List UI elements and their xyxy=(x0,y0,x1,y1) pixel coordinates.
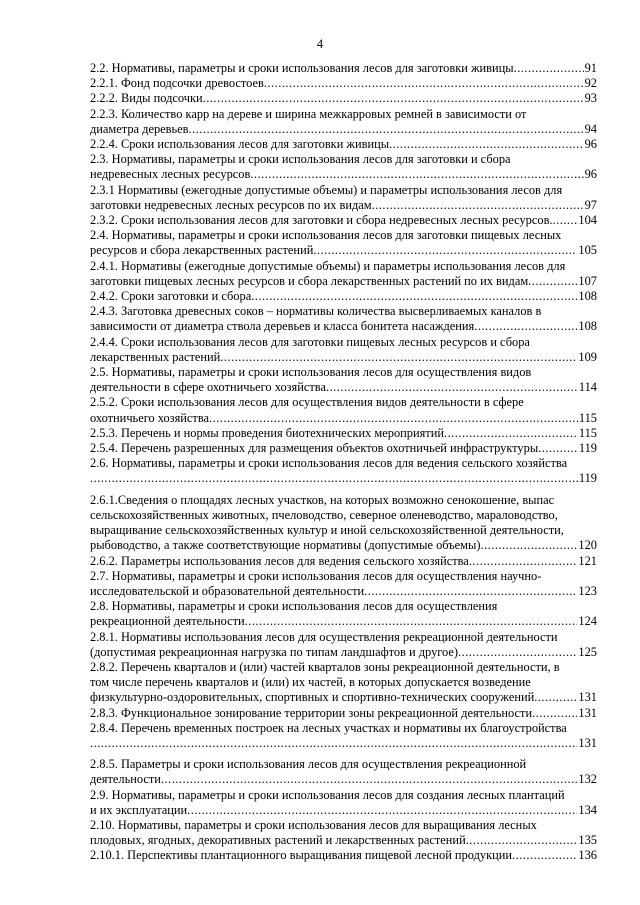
toc-entry-line xyxy=(90,721,597,736)
toc-entry-page: 136 xyxy=(578,848,597,863)
dot-leader xyxy=(458,645,577,660)
dot-leader xyxy=(534,690,577,705)
dot-leader xyxy=(538,441,578,456)
toc-entry-line xyxy=(90,335,597,350)
toc-entry-page: 93 xyxy=(584,91,597,106)
toc-entry-title: том числе перечень кварталов и (или) их частей, в которых допускается возведение xyxy=(90,675,531,690)
toc-entry-title: 2.4.3. Заготовка древесных соков – нормативы количества высверливаемых каналов в xyxy=(90,304,542,319)
toc-entry-line xyxy=(90,645,597,660)
toc-entry-page: 109 xyxy=(578,349,597,364)
toc-entry-title: 2.6. Нормативы, параметры и сроки использования лесов для ведения сельского хозяйства xyxy=(90,456,568,471)
toc-entry-title: 2.3. Нормативы, параметры и сроки использования лесов для заготовки и сбора xyxy=(90,152,511,167)
toc-entry-title: 2.2. Нормативы, параметры и сроки использования лесов для заготовки живицы xyxy=(90,61,514,75)
toc-entry xyxy=(90,554,597,569)
dot-leader xyxy=(512,848,577,863)
toc-entry-line xyxy=(90,259,597,274)
toc-entry-title: плодовых, ягодных, декоративных растений и лекарственных растений xyxy=(90,833,466,848)
toc-entry-line xyxy=(90,137,597,152)
toc-entry-title: 2.4.2. Сроки заготовки и сбора xyxy=(90,289,252,304)
toc-entry-title: выращивание сельскохозяйственных культур и иной сельскохозяйственной деятельности, xyxy=(90,523,564,538)
dot-leader xyxy=(364,584,577,599)
toc-entry-line xyxy=(90,538,597,553)
toc-entry-page: 131 xyxy=(578,735,597,750)
toc-entry xyxy=(90,61,597,76)
toc-entry xyxy=(90,304,597,334)
toc-entry-line xyxy=(90,395,597,410)
toc-entry-title: охотничьего хозяйства xyxy=(90,410,210,425)
toc-entry xyxy=(90,848,597,863)
toc-entry-title: 2.6.2. Параметры использования лесов для ведения сельского хозяйства xyxy=(90,553,469,568)
toc-entry-page: 94 xyxy=(584,121,597,136)
toc-entry xyxy=(90,152,597,182)
toc-entry-line xyxy=(90,818,597,833)
toc-entry-title: лекарственных растений xyxy=(90,349,221,364)
dot-leader xyxy=(251,289,577,304)
dot-leader xyxy=(466,833,578,848)
toc-entry xyxy=(90,137,597,152)
toc-entry-title: 2.8.2. Перечень кварталов и (или) частей кварталов зоны рекреационной деятельности, в xyxy=(90,659,560,674)
toc-entry-page: 120 xyxy=(578,538,597,553)
toc-entry-line xyxy=(90,675,597,690)
dot-leader xyxy=(372,198,584,213)
toc-entry-title: сельскохозяйственных животных, пчеловодство, северное оленеводство, мараловодство, xyxy=(90,507,558,522)
toc-entry-line xyxy=(90,426,597,441)
toc-entry-title: 2.3.2. Сроки использования лесов для заготовки и сбора недревесных лесных ресурсов. xyxy=(90,213,553,228)
toc-entry-title: диаметра деревьев xyxy=(90,121,189,136)
toc-entry-page: 96 xyxy=(584,167,597,182)
dot-leader xyxy=(514,61,584,76)
toc-entry-line xyxy=(90,213,597,228)
toc-entry-title: 2.2.2. Виды подсочки xyxy=(90,91,203,106)
toc-entry-title: 2.8.5. Параметры и сроки использования лесов для осуществления рекреационной xyxy=(90,757,527,772)
toc-entry-line xyxy=(90,122,597,137)
toc-entry xyxy=(90,107,597,137)
table-of-contents xyxy=(90,61,597,864)
toc-entry xyxy=(90,395,597,425)
dot-leader xyxy=(553,213,578,228)
toc-entry xyxy=(90,76,597,91)
toc-entry-page: 119 xyxy=(578,471,597,486)
toc-entry-title: 2.10. Нормативы, параметры и сроки использования лесов для выращивания лесных xyxy=(90,817,537,832)
dot-leader xyxy=(161,772,577,787)
toc-entry-title: 2.2.1. Фонд подсочки древостоев xyxy=(90,76,264,91)
toc-entry-title: 2.4. Нормативы, параметры и сроки использования лесов для заготовки пищевых лесных xyxy=(90,228,562,243)
dot-leader xyxy=(209,411,578,426)
toc-entry-title: деятельности в сфере охотничьего хозяйства xyxy=(90,380,326,395)
toc-entry-line xyxy=(90,365,597,380)
dot-leader xyxy=(313,243,577,258)
toc-entry-title: 2.5. Нормативы, параметры и сроки использования лесов для осуществления видов xyxy=(90,365,532,380)
toc-entry-line xyxy=(90,833,597,848)
toc-entry-line xyxy=(90,599,597,614)
toc-entry-line xyxy=(90,523,597,538)
toc-entry-line xyxy=(90,803,597,818)
toc-entry-line xyxy=(90,508,597,523)
toc-entry-title: ресурсов и сбора лекарственных растений xyxy=(90,243,314,258)
toc-entry-line xyxy=(90,569,597,584)
toc-entry xyxy=(90,456,597,486)
toc-entry xyxy=(90,721,597,751)
toc-entry-title: 2.5.4. Перечень разрешенных для размещения объектов охотничьей инфраструктуры xyxy=(90,441,539,456)
toc-entry-line xyxy=(90,584,597,599)
toc-entry-line xyxy=(90,554,597,569)
toc-entry-page: 121 xyxy=(578,553,597,568)
toc-entry xyxy=(90,426,597,441)
toc-entry-page: 108 xyxy=(578,319,597,334)
toc-entry-line xyxy=(90,91,597,106)
toc-entry-line xyxy=(90,152,597,167)
toc-entry xyxy=(90,599,597,629)
dot-leader xyxy=(469,554,578,569)
toc-entry-line xyxy=(90,228,597,243)
dot-leader xyxy=(245,614,578,629)
toc-entry-line xyxy=(90,736,597,751)
toc-entry-title: 2.8.3. Функциональное зонирование территории зоны рекреационной деятельности xyxy=(90,705,533,720)
toc-entry xyxy=(90,259,597,289)
toc-entry-page: 97 xyxy=(584,197,597,212)
toc-entry xyxy=(90,213,597,228)
toc-entry xyxy=(90,757,597,787)
toc-entry-line xyxy=(90,380,597,395)
toc-entry-line xyxy=(90,630,597,645)
toc-entry-page: 134 xyxy=(578,802,597,817)
toc-entry-line xyxy=(90,61,597,76)
toc-entry xyxy=(90,91,597,106)
toc-entry-title: 2.9. Нормативы, параметры и сроки использования лесов для создания лесных плантаций xyxy=(90,787,565,802)
toc-entry-page: 119 xyxy=(578,441,597,456)
dot-leader xyxy=(326,380,578,395)
toc-entry-title: 2.8.1. Нормативы использования лесов для осуществления рекреационной деятельности xyxy=(90,629,558,644)
toc-entry-page: 91 xyxy=(584,61,597,75)
toc-entry-title: 2.2.3. Количество карр на дереве и ширина межкарровых ремней в зависимости от xyxy=(90,106,527,121)
toc-entry-title: 2.2.4. Сроки использования лесов для заготовки живицы xyxy=(90,137,390,152)
dot-leader xyxy=(187,803,577,818)
toc-entry-title: зависимости от диаметра ствола деревьев и класса бонитета насаждения xyxy=(90,319,475,334)
toc-entry-page: 108 xyxy=(578,289,597,304)
toc-entry-line xyxy=(90,274,597,289)
toc-entry-line xyxy=(90,198,597,213)
dot-leader xyxy=(90,471,578,486)
toc-entry xyxy=(90,365,597,395)
toc-entry-page: 131 xyxy=(578,705,597,720)
dot-leader xyxy=(188,122,583,137)
toc-entry-line xyxy=(90,757,597,772)
toc-entry-line xyxy=(90,183,597,198)
toc-entry-line xyxy=(90,350,597,365)
dot-leader xyxy=(220,350,577,365)
toc-entry-page: 92 xyxy=(584,76,597,91)
toc-entry-line xyxy=(90,848,597,863)
page-number: 4 xyxy=(316,37,324,51)
toc-entry-line xyxy=(90,706,597,721)
toc-entry-line xyxy=(90,167,597,182)
toc-entry-page: 131 xyxy=(578,690,597,705)
toc-entry-line xyxy=(90,493,597,508)
toc-entry-title: 2.3.1 Нормативы (ежегодные допустимые объемы) и параметры использования лесов для xyxy=(90,182,563,197)
toc-entry-line xyxy=(90,471,597,486)
dot-leader xyxy=(528,274,577,289)
toc-entry-line xyxy=(90,411,597,426)
toc-entry-title: 2.6.1.Сведения о площадях лесных участков, на которых возможно сенокошение, выпас xyxy=(90,492,555,507)
toc-entry xyxy=(90,788,597,818)
toc-entry-page: 125 xyxy=(578,644,597,659)
toc-entry-title: 2.8.4. Перечень временных построек на лесных участках и нормативы их благоустройства xyxy=(90,720,567,735)
dot-leader xyxy=(444,426,578,441)
toc-entry-page: 132 xyxy=(578,772,597,787)
toc-entry xyxy=(90,183,597,213)
toc-entry-page: 115 xyxy=(578,425,597,440)
toc-entry-page: 135 xyxy=(578,833,597,848)
toc-entry-title: 2.5.3. Перечень и нормы проведения биотехнических мероприятий xyxy=(90,425,444,440)
toc-entry-title: исследовательской и образовательной деятельности xyxy=(90,583,365,598)
toc-entry-line xyxy=(90,289,597,304)
toc-entry-title: 2.7. Нормативы, параметры и сроки использования лесов для осуществления научно- xyxy=(90,568,542,583)
toc-entry-page: 104 xyxy=(578,213,597,228)
toc-entry xyxy=(90,228,597,258)
dot-leader xyxy=(250,167,583,182)
toc-entry-line xyxy=(90,441,597,456)
toc-entry-page: 114 xyxy=(578,380,597,395)
toc-entry xyxy=(90,289,597,304)
toc-entry-line xyxy=(90,243,597,258)
toc-entry-title: заготовки пищевых лесных ресурсов и сбора лекарственных растений по их видам xyxy=(90,273,529,288)
toc-entry-line xyxy=(90,76,597,91)
toc-entry xyxy=(90,569,597,599)
toc-entry-title: недревесных лесных ресурсов xyxy=(90,167,251,182)
toc-entry-title: рекреационной деятельности xyxy=(90,614,245,629)
toc-entry-line xyxy=(90,304,597,319)
toc-entry xyxy=(90,818,597,848)
toc-entry-title: 2.4.1. Нормативы (ежегодные допустимые объемы) и параметры использования лесов для xyxy=(90,258,566,273)
toc-entry-title: 2.10.1. Перспективы плантационного выращивания пищевой лесной продукции xyxy=(90,848,513,863)
dot-leader xyxy=(532,706,577,721)
dot-leader xyxy=(264,76,584,91)
toc-entry-line xyxy=(90,772,597,787)
toc-entry-line xyxy=(90,107,597,122)
toc-entry xyxy=(90,335,597,365)
toc-entry-title: и их эксплуатации xyxy=(90,802,188,817)
toc-entry-title: деятельности xyxy=(90,772,161,787)
toc-entry-page: 124 xyxy=(578,614,597,629)
toc-entry-line xyxy=(90,788,597,803)
toc-entry xyxy=(90,441,597,456)
toc-entry-page: 123 xyxy=(578,583,597,598)
toc-entry-page: 96 xyxy=(584,137,597,152)
dot-leader xyxy=(389,137,584,152)
toc-entry-line xyxy=(90,319,597,334)
dot-leader xyxy=(480,538,577,553)
toc-entry-line xyxy=(90,690,597,705)
toc-entry xyxy=(90,706,597,721)
toc-entry-title: рыбоводство, а также соответствующие нормативы (допустимые объемы) xyxy=(90,538,481,553)
dot-leader xyxy=(203,91,584,106)
toc-entry-title: 2.5.2. Сроки использования лесов для осуществления видов деятельности в сфере xyxy=(90,395,524,410)
dot-leader xyxy=(474,319,577,334)
toc-entry-line xyxy=(90,456,597,471)
toc-entry-line xyxy=(90,614,597,629)
toc-entry-title: заготовки недревесных лесных ресурсов по их видам xyxy=(90,197,372,212)
toc-entry-page: 105 xyxy=(578,243,597,258)
toc-entry xyxy=(90,660,597,706)
dot-leader xyxy=(90,736,577,751)
toc-entry-line xyxy=(90,660,597,675)
toc-entry-title: 2.8. Нормативы, параметры и сроки использования лесов для осуществления xyxy=(90,599,498,614)
toc-entry xyxy=(90,630,597,660)
toc-entry-title: физкультурно-оздоровительных, спортивных и спортивно-технических сооружений xyxy=(90,690,535,705)
toc-entry-title: 2.4.4. Сроки использования лесов для заготовки пищевых лесных ресурсов и сбора xyxy=(90,334,530,349)
toc-entry-title: (допустимая рекреационная нагрузка по типам ландшафтов и другое) xyxy=(90,644,459,659)
toc-entry xyxy=(90,493,597,554)
toc-entry-page: 115 xyxy=(578,410,597,425)
toc-entry-page: 107 xyxy=(578,273,597,288)
